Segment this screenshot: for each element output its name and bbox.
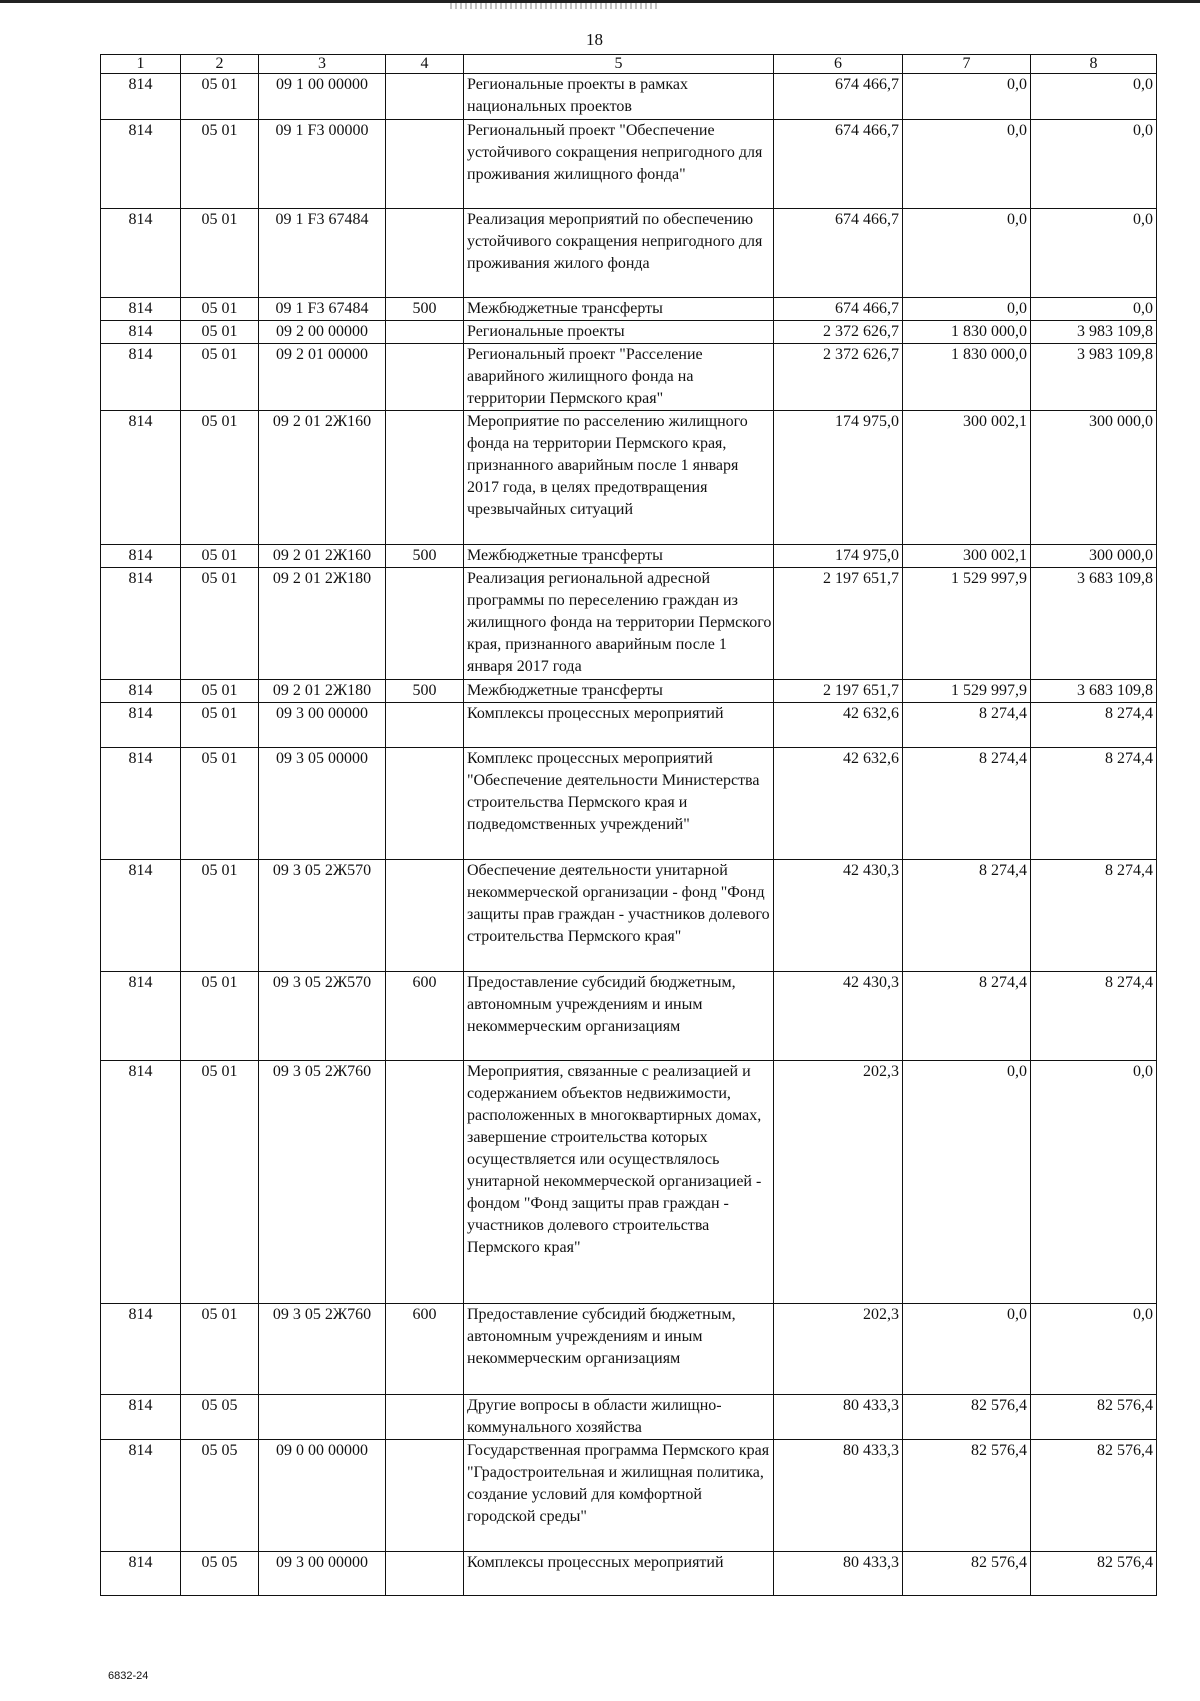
cell-target-code: 09 3 05 2Ж570	[259, 972, 386, 1061]
cell-amount-1: 174 975,0	[774, 545, 903, 568]
cell-amount-3: 0,0	[1031, 1061, 1157, 1304]
cell-admin-code: 814	[101, 411, 181, 545]
cell-amount-1: 174 975,0	[774, 411, 903, 545]
cell-amount-2: 0,0	[903, 1061, 1031, 1304]
table-row	[101, 321, 1157, 344]
cell-expense-type	[386, 344, 464, 411]
cell-amount-3: 300 000,0	[1031, 411, 1157, 545]
cell-admin-code: 814	[101, 321, 181, 344]
cell-section-code: 05 01	[181, 120, 259, 209]
cell-name: Межбюджетные трансферты	[464, 545, 774, 568]
cell-section-code: 05 01	[181, 344, 259, 411]
cell-admin-code: 814	[101, 1395, 181, 1440]
table-row	[101, 74, 1157, 120]
cell-amount-2: 0,0	[903, 120, 1031, 209]
cell-amount-2: 82 576,4	[903, 1552, 1031, 1596]
cell-name: Реализация мероприятий по обеспечению устойчивого сокращения непригодного для проживания жилого фонда	[464, 209, 774, 298]
budget-table	[100, 54, 1157, 1596]
cell-expense-type: 500	[386, 298, 464, 321]
cell-amount-3: 8 274,4	[1031, 860, 1157, 972]
cell-amount-3: 3 983 109,8	[1031, 321, 1157, 344]
cell-amount-3: 0,0	[1031, 209, 1157, 298]
cell-expense-type: 600	[386, 1304, 464, 1395]
cell-amount-2: 8 274,4	[903, 860, 1031, 972]
cell-amount-1: 42 632,6	[774, 703, 903, 748]
table-row	[101, 972, 1157, 1061]
cell-section-code: 05 05	[181, 1552, 259, 1596]
cell-section-code: 05 05	[181, 1395, 259, 1440]
cell-amount-1: 80 433,3	[774, 1395, 903, 1440]
table-row	[101, 298, 1157, 321]
cell-expense-type	[386, 411, 464, 545]
cell-expense-type	[386, 568, 464, 680]
header-col-7: 7	[903, 55, 1031, 74]
cell-admin-code: 814	[101, 860, 181, 972]
cell-name: Межбюджетные трансферты	[464, 298, 774, 321]
cell-amount-2: 1 529 997,9	[903, 680, 1031, 703]
header-col-2: 2	[181, 55, 259, 74]
cell-expense-type: 600	[386, 972, 464, 1061]
cell-expense-type	[386, 321, 464, 344]
cell-section-code: 05 01	[181, 321, 259, 344]
cell-amount-3: 0,0	[1031, 298, 1157, 321]
cell-target-code: 09 3 00 00000	[259, 1552, 386, 1596]
cell-amount-2: 8 274,4	[903, 748, 1031, 860]
cell-admin-code: 814	[101, 209, 181, 298]
cell-expense-type	[386, 748, 464, 860]
table-row	[101, 1440, 1157, 1552]
cell-amount-3: 0,0	[1031, 1304, 1157, 1395]
cell-target-code: 09 2 01 2Ж160	[259, 411, 386, 545]
cell-expense-type: 500	[386, 545, 464, 568]
cell-section-code: 05 01	[181, 298, 259, 321]
cell-target-code: 09 1 00 00000	[259, 74, 386, 120]
table-row	[101, 703, 1157, 748]
cell-amount-3: 82 576,4	[1031, 1440, 1157, 1552]
cell-expense-type	[386, 703, 464, 748]
cell-target-code: 09 3 05 00000	[259, 748, 386, 860]
table-row	[101, 680, 1157, 703]
cell-amount-3: 82 576,4	[1031, 1552, 1157, 1596]
cell-admin-code: 814	[101, 703, 181, 748]
cell-amount-1: 674 466,7	[774, 209, 903, 298]
cell-section-code: 05 01	[181, 209, 259, 298]
cell-expense-type	[386, 860, 464, 972]
table-row	[101, 1061, 1157, 1304]
cell-amount-3: 8 274,4	[1031, 703, 1157, 748]
table-row	[101, 568, 1157, 680]
cell-name: Региональный проект "Обеспечение устойчивого сокращения непригодного для проживания жилищного фонда"	[464, 120, 774, 209]
cell-amount-2: 0,0	[903, 209, 1031, 298]
cell-amount-3: 8 274,4	[1031, 748, 1157, 860]
cell-target-code: 09 0 00 00000	[259, 1440, 386, 1552]
cell-amount-1: 674 466,7	[774, 120, 903, 209]
cell-amount-2: 8 274,4	[903, 972, 1031, 1061]
cell-target-code: 09 2 00 00000	[259, 321, 386, 344]
cell-target-code: 09 3 05 2Ж760	[259, 1061, 386, 1304]
cell-amount-1: 42 430,3	[774, 972, 903, 1061]
cell-admin-code: 814	[101, 680, 181, 703]
cell-admin-code: 814	[101, 1061, 181, 1304]
cell-amount-2: 1 830 000,0	[903, 321, 1031, 344]
cell-section-code: 05 01	[181, 748, 259, 860]
cell-name: Мероприятия, связанные с реализацией и содержанием объектов недвижимости, расположенных в многоквартирных домах, завершение строительства которых осуществляется или осуществлялось унитарной некоммерческой организацией - фондом "Фонд защиты прав граждан - участников долевого строительства Пермского края"	[464, 1061, 774, 1304]
table-row	[101, 860, 1157, 972]
cell-expense-type	[386, 209, 464, 298]
cell-section-code: 05 05	[181, 1440, 259, 1552]
cell-target-code: 09 3 05 2Ж760	[259, 1304, 386, 1395]
cell-amount-2: 300 002,1	[903, 545, 1031, 568]
cell-expense-type	[386, 120, 464, 209]
cell-section-code: 05 01	[181, 1061, 259, 1304]
cell-admin-code: 814	[101, 344, 181, 411]
cell-target-code: 09 1 F3 00000	[259, 120, 386, 209]
header-col-6: 6	[774, 55, 903, 74]
header-col-1: 1	[101, 55, 181, 74]
cell-amount-3: 3 683 109,8	[1031, 680, 1157, 703]
table-row	[101, 120, 1157, 209]
cell-admin-code: 814	[101, 120, 181, 209]
cell-name: Региональный проект "Расселение аварийного жилищного фонда на территории Пермского края"	[464, 344, 774, 411]
cell-name: Мероприятие по расселению жилищного фонда на территории Пермского края, признанного аварийным после 1 января 2017 года, в целях предотвращения чрезвычайных ситуаций	[464, 411, 774, 545]
table-row	[101, 748, 1157, 860]
cell-section-code: 05 01	[181, 1304, 259, 1395]
cell-admin-code: 814	[101, 972, 181, 1061]
cell-name: Комплекс процессных мероприятий "Обеспечение деятельности Министерства строительства Пермского края и подведомственных учреждений"	[464, 748, 774, 860]
cell-expense-type	[386, 1395, 464, 1440]
cell-name: Комплексы процессных мероприятий	[464, 703, 774, 748]
cell-target-code: 09 2 01 2Ж160	[259, 545, 386, 568]
cell-admin-code: 814	[101, 1304, 181, 1395]
cell-target-code: 09 1 F3 67484	[259, 209, 386, 298]
cell-name: Региональные проекты в рамках национальных проектов	[464, 74, 774, 120]
cell-amount-1: 80 433,3	[774, 1552, 903, 1596]
header-col-5: 5	[464, 55, 774, 74]
cell-amount-3: 3 683 109,8	[1031, 568, 1157, 680]
cell-amount-1: 674 466,7	[774, 298, 903, 321]
cell-amount-2: 82 576,4	[903, 1395, 1031, 1440]
cell-amount-1: 2 197 651,7	[774, 568, 903, 680]
cell-admin-code: 814	[101, 748, 181, 860]
cell-name: Региональные проекты	[464, 321, 774, 344]
header-col-8: 8	[1031, 55, 1157, 74]
cell-section-code: 05 01	[181, 411, 259, 545]
cell-name: Комплексы процессных мероприятий	[464, 1552, 774, 1596]
cell-target-code: 09 3 05 2Ж570	[259, 860, 386, 972]
cell-name: Предоставление субсидий бюджетным, автономным учреждениям и иным некоммерческим организациям	[464, 1304, 774, 1395]
table-row	[101, 411, 1157, 545]
cell-expense-type: 500	[386, 680, 464, 703]
cell-target-code: 09 2 01 00000	[259, 344, 386, 411]
table-row	[101, 344, 1157, 411]
cell-amount-3: 300 000,0	[1031, 545, 1157, 568]
table-row	[101, 1552, 1157, 1596]
cell-amount-1: 202,3	[774, 1061, 903, 1304]
page-number: 18	[586, 30, 603, 49]
cell-section-code: 05 01	[181, 74, 259, 120]
cell-name: Реализация региональной адресной программы по переселению граждан из жилищного фонда на территории Пермского края, признанного аварийным после 1 января 2017 года	[464, 568, 774, 680]
cell-section-code: 05 01	[181, 545, 259, 568]
cell-expense-type	[386, 1061, 464, 1304]
cell-amount-3: 3 983 109,8	[1031, 344, 1157, 411]
cell-name: Государственная программа Пермского края "Градостроительная и жилищная политика, создание условий для комфортной городской среды"	[464, 1440, 774, 1552]
cell-section-code: 05 01	[181, 680, 259, 703]
cell-amount-3: 82 576,4	[1031, 1395, 1157, 1440]
cell-name: Предоставление субсидий бюджетным, автономным учреждениям и иным некоммерческим организациям	[464, 972, 774, 1061]
cell-target-code	[259, 1395, 386, 1440]
cell-amount-1: 42 632,6	[774, 748, 903, 860]
table-row	[101, 545, 1157, 568]
cell-expense-type	[386, 74, 464, 120]
cell-amount-1: 2 372 626,7	[774, 321, 903, 344]
cell-admin-code: 814	[101, 568, 181, 680]
cell-target-code: 09 2 01 2Ж180	[259, 680, 386, 703]
cell-admin-code: 814	[101, 74, 181, 120]
header-col-4: 4	[386, 55, 464, 74]
cell-section-code: 05 01	[181, 860, 259, 972]
cell-amount-2: 8 274,4	[903, 703, 1031, 748]
cell-amount-1: 2 197 651,7	[774, 680, 903, 703]
cell-amount-2: 0,0	[903, 74, 1031, 120]
cell-section-code: 05 01	[181, 703, 259, 748]
cell-amount-2: 1 529 997,9	[903, 568, 1031, 680]
header-row	[101, 55, 1157, 74]
cell-amount-2: 0,0	[903, 298, 1031, 321]
scan-noise	[450, 3, 660, 9]
cell-name: Межбюджетные трансферты	[464, 680, 774, 703]
cell-expense-type	[386, 1552, 464, 1596]
cell-target-code: 09 1 F3 67484	[259, 298, 386, 321]
cell-amount-1: 42 430,3	[774, 860, 903, 972]
table-row	[101, 1304, 1157, 1395]
cell-amount-2: 82 576,4	[903, 1440, 1031, 1552]
table-row	[101, 1395, 1157, 1440]
cell-amount-2: 1 830 000,0	[903, 344, 1031, 411]
cell-section-code: 05 01	[181, 972, 259, 1061]
cell-target-code: 09 2 01 2Ж180	[259, 568, 386, 680]
cell-expense-type	[386, 1440, 464, 1552]
table-row	[101, 209, 1157, 298]
cell-amount-3: 8 274,4	[1031, 972, 1157, 1061]
cell-admin-code: 814	[101, 298, 181, 321]
cell-amount-2: 0,0	[903, 1304, 1031, 1395]
cell-amount-1: 2 372 626,7	[774, 344, 903, 411]
cell-amount-1: 674 466,7	[774, 74, 903, 120]
cell-name: Обеспечение деятельности унитарной некоммерческой организации - фонд "Фонд защиты прав граждан - участников долевого строительства Пермского края"	[464, 860, 774, 972]
header-col-3: 3	[259, 55, 386, 74]
cell-target-code: 09 3 00 00000	[259, 703, 386, 748]
cell-admin-code: 814	[101, 1552, 181, 1596]
cell-amount-3: 0,0	[1031, 74, 1157, 120]
cell-admin-code: 814	[101, 1440, 181, 1552]
cell-section-code: 05 01	[181, 568, 259, 680]
cell-amount-2: 300 002,1	[903, 411, 1031, 545]
cell-amount-1: 202,3	[774, 1304, 903, 1395]
cell-name: Другие вопросы в области жилищно-коммунального хозяйства	[464, 1395, 774, 1440]
cell-admin-code: 814	[101, 545, 181, 568]
document-code: 6832-24	[108, 1670, 149, 1682]
cell-amount-3: 0,0	[1031, 120, 1157, 209]
cell-amount-1: 80 433,3	[774, 1440, 903, 1552]
